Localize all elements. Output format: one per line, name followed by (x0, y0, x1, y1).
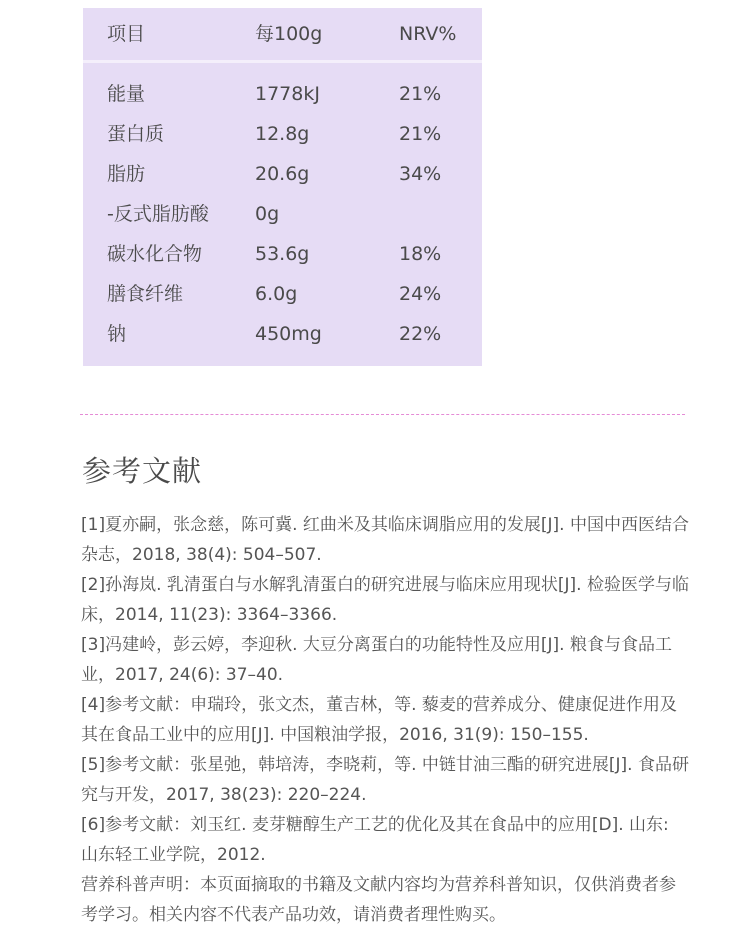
nutrient-nrv: 24% (399, 283, 442, 305)
nutrient-name: 碳水化合物 (107, 243, 203, 265)
table-row (83, 274, 482, 314)
nutrient-amount: 53.6g (255, 243, 310, 265)
reference-item: [3]冯建岭，彭云婷，李迎秋. 大豆分离蛋白的功能特性及应用[J]. 粮食与食品工业，2017, 24(6): 37–40. (81, 635, 672, 685)
nutrient-amount: 12.8g (255, 123, 310, 145)
reference-item: [5]参考文献：张星弛，韩培涛，李晓莉，等. 中链甘油三酯的研究进展[J]. 食品研究与开发，2017, 38(23): 220–224. (81, 755, 689, 805)
references-title: 参考文献 (82, 454, 203, 488)
nutrient-name: 膳食纤维 (107, 283, 184, 305)
reference-item: [4]参考文献：申瑞玲，张文杰，董吉林，等. 藜麦的营养成分、健康促进作用及其在食品工业中的应用[J]. 中国粮油学报，2016, 31(9): 150–155. (81, 695, 677, 745)
nutrition-table-header (83, 8, 482, 63)
nutrient-nrv: 21% (399, 83, 442, 105)
reference-item: [2]孙海岚. 乳清蛋白与水解乳清蛋白的研究进展与临床应用现状[J]. 检验医学与临床，2014, 11(23): 3364–3366. (81, 575, 689, 625)
nutrient-amount: 20.6g (255, 163, 310, 185)
table-row (83, 74, 482, 114)
nutrient-amount: 6.0g (255, 283, 298, 305)
header-item: 项目 (107, 23, 146, 45)
nutrient-amount: 0g (255, 203, 280, 225)
nutrient-amount: 1778kJ (255, 83, 320, 105)
nutrient-nrv: 21% (399, 123, 442, 145)
nutrient-name: 钠 (107, 323, 127, 345)
reference-item: [1]夏亦嗣，张念慈，陈可冀. 红曲米及其临床调脂应用的发展[J]. 中国中西医结合杂志，2018, 38(4): 504–507. (81, 515, 689, 565)
nutrient-nrv: 34% (399, 163, 442, 185)
table-row (83, 154, 482, 194)
nutrient-name: 蛋白质 (107, 123, 165, 145)
table-row (83, 114, 482, 154)
nutrient-amount: 450mg (255, 323, 322, 345)
header-per-100g: 每100g (255, 23, 323, 45)
section-divider (80, 414, 685, 415)
nutrient-nrv: 22% (399, 323, 442, 345)
table-row (83, 194, 482, 234)
reference-item: [6]参考文献：刘玉红. 麦芽糖醇生产工艺的优化及其在食品中的应用[D]. 山东: 山东轻工业学院，2012. (81, 815, 669, 865)
nutrient-name: 能量 (107, 83, 146, 105)
header-nrv: NRV% (399, 23, 457, 45)
nutrition-disclaimer: 营养科普声明：本页面摘取的书籍及文献内容均为营养科普知识，仅供消费者参考学习。相关内容不代表产品功效，请消费者理性购买。 (81, 875, 676, 925)
nutrient-name: -反式脂肪酸 (107, 203, 209, 225)
nutrition-table (83, 8, 482, 366)
nutrient-name: 脂肪 (107, 163, 146, 185)
table-row (83, 314, 482, 354)
nutrient-nrv: 18% (399, 243, 442, 265)
table-row (83, 234, 482, 274)
references-list (81, 510, 691, 930)
